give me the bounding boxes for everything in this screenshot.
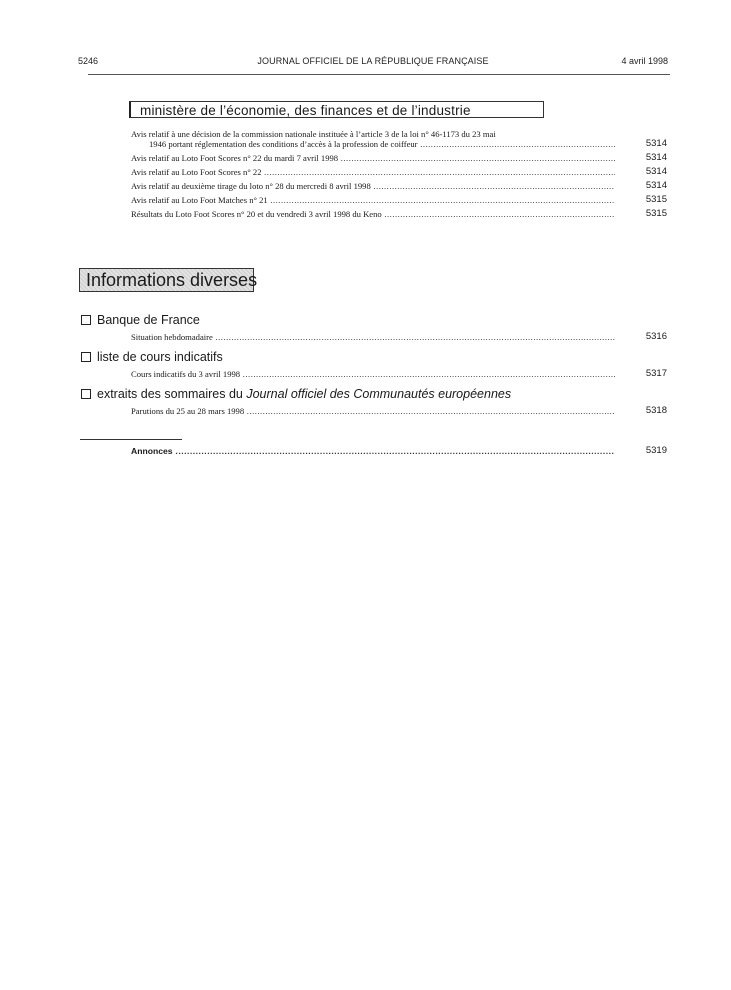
- toc-entry-page: 5314: [645, 138, 667, 149]
- toc-entry[interactable]: [131, 138, 667, 150]
- section-title-italic: Journal officiel des Communautés européennes: [246, 387, 512, 401]
- section-separator: [80, 439, 182, 440]
- toc-entry-text: 1946 portant réglementation des conditions d’accès à la profession de coiffeur .....: [149, 138, 615, 150]
- toc-entry-text: Cours indicatifs du 3 avril 1998 .....: [131, 368, 615, 380]
- toc-entry[interactable]: [131, 445, 667, 457]
- section-extraits-sommaires: [81, 386, 511, 402]
- toc-entry-text: Avis relatif au Loto Foot Scores n° 22 du mardi 7 avril 1998 .....: [131, 152, 615, 164]
- section-title: liste de cours indicatifs: [97, 350, 223, 364]
- page-number: 5246: [78, 56, 99, 66]
- toc-entry-text: Situation hebdomadaire .....: [131, 331, 615, 343]
- informations-diverses-heading: Informations diverses: [79, 268, 254, 292]
- ministere-heading: ministère de l’économie, des finances et de l’industrie: [129, 101, 544, 118]
- toc-entry-page: 5314: [645, 152, 667, 163]
- toc-entry-text: Annonces .....: [131, 445, 615, 457]
- toc-entry-page: 5315: [645, 208, 667, 219]
- toc-entry-text: Résultats du Loto Foot Scores n° 20 et du vendredi 3 avril 1998 du Keno .....: [131, 208, 615, 220]
- header-rule: [88, 74, 670, 75]
- toc-entry[interactable]: [131, 194, 667, 206]
- issue-date: 4 avril 1998: [621, 56, 668, 66]
- journal-title: JOURNAL OFFICIEL DE LA RÉPUBLIQUE FRANÇAISE: [257, 56, 489, 66]
- toc-entry-page: 5316: [645, 331, 667, 342]
- checkbox-square-icon: [81, 315, 91, 325]
- toc-entry-text: Avis relatif au Loto Foot Matches n° 21 .....: [131, 194, 615, 206]
- toc-entry-page: 5318: [645, 405, 667, 416]
- toc-entry[interactable]: [131, 331, 667, 343]
- toc-entry-text: Avis relatif au Loto Foot Scores n° 22 .....: [131, 166, 615, 178]
- section-title: extraits des sommaires du: [97, 387, 247, 401]
- toc-entry[interactable]: [131, 166, 667, 178]
- toc-entry-page: 5315: [645, 194, 667, 205]
- checkbox-square-icon: [81, 389, 91, 399]
- toc-entry[interactable]: [131, 180, 667, 192]
- toc-entry-line: Avis relatif à une décision de la commission nationale instituée à l’article 3 de la loi n° 46-1173 du 23 mai: [131, 129, 496, 139]
- toc-entry-page: 5314: [645, 180, 667, 191]
- section-liste-cours: [81, 349, 223, 365]
- running-header: [78, 56, 668, 70]
- toc-entry[interactable]: [131, 368, 667, 380]
- section-banque-de-france: [81, 312, 200, 328]
- toc-entry-text: Avis relatif au deuxième tirage du loto n° 28 du mercredi 8 avril 1998 .....: [131, 180, 615, 192]
- toc-entry-page: 5317: [645, 368, 667, 379]
- toc-entry[interactable]: [131, 152, 667, 164]
- section-title: Banque de France: [97, 313, 200, 327]
- toc-entry-page: 5319: [645, 445, 667, 456]
- checkbox-square-icon: [81, 352, 91, 362]
- toc-entry[interactable]: [131, 208, 667, 220]
- toc-entry-text: Parutions du 25 au 28 mars 1998 .....: [131, 405, 615, 417]
- toc-entry-page: 5314: [645, 166, 667, 177]
- toc-entry[interactable]: [131, 405, 667, 417]
